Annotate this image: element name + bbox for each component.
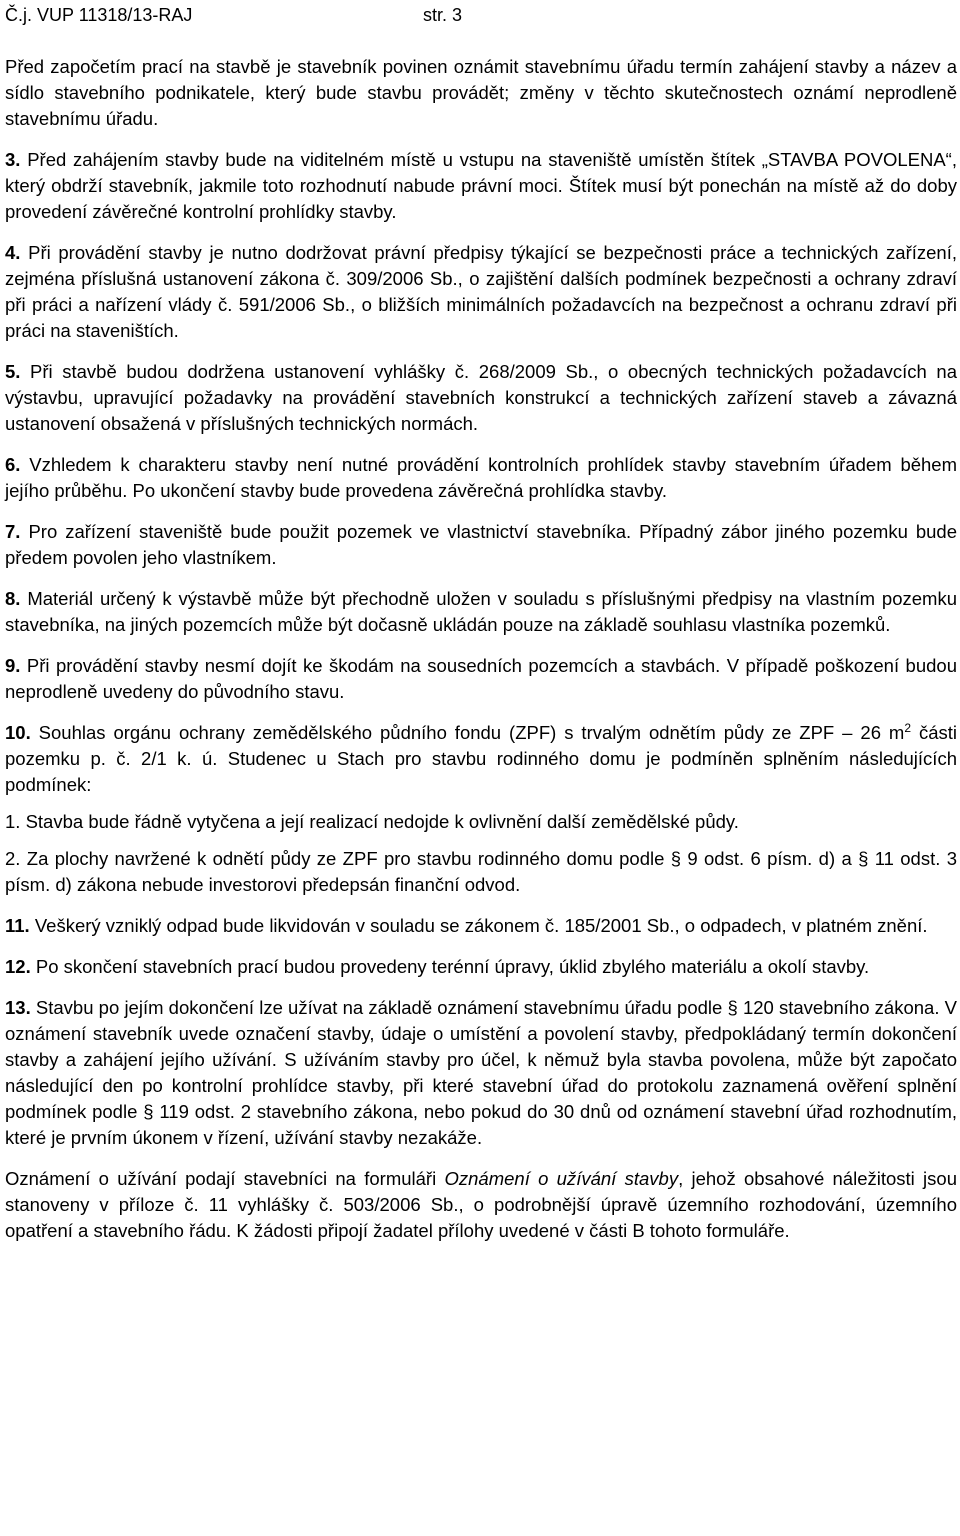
paragraph-5 [5,359,957,437]
paragraph-13 [5,995,957,1151]
paragraph-text: Po skončení stavebních prací budou provedeny terénní úpravy, úklid zbylého materiálu a okolí stavby. [35,956,870,977]
paragraph-text-continued: části pozemku p. č. 2/1 k. ú. Studenec u Stach pro stavbu rodinného domu je podmíněn splněním následujících podmínek: [5,722,957,795]
paragraph-3 [5,147,957,225]
paragraph-text: Před započetím prací na stavbě je stavebník povinen oznámit stavebnímu úřadu termín zahájení stavby a název a sídlo stavebního podnikatele, který bude stavbu provádět; změny v těchto skutečnostech oznámí neprodleně stavebnímu úřadu. [5,56,957,129]
paragraph-number: 8. [5,588,21,609]
condition-number: 1. [5,811,21,832]
paragraph-6 [5,452,957,504]
paragraph-number: 5. [5,361,21,382]
paragraph-8 [5,586,957,638]
paragraph-final [5,1166,957,1244]
paragraph-text: Stavbu po jejím dokončení lze užívat na základě oznámení stavebnímu úřadu podle § 120 stavebního zákona. V oznámení stavebník uvede označení stavby, údaje o umístění a povolení stavby, předpokládaný termín dokončení stavby a zahájení jejího užívání. S užíváním stavby pro účel, k němuž byla stavba povolena, může být započato následující den po kontrolní prohlídce stavby, při které stavební úřad do protokolu zaznamená ověření splnění podmínek podle § 119 odst. 2 stavebního zákona, nebo pokud do 30 dnů od oznámení stavební úřad rozhodnutím, které je prvním úkonem v řízení, užívání stavby nezakáže. [5,997,957,1148]
paragraph-11 [5,913,957,939]
paragraph-number: 11. [5,915,30,936]
paragraph-text: Souhlas orgánu ochrany zemědělského půdního fondu (ZPF) s trvalým odnětím půdy ze ZPF – 26 m [38,722,905,743]
form-title: Oznámení o užívání stavby [444,1168,679,1189]
paragraph-9 [5,653,957,705]
paragraph-text: Pro zařízení staveniště bude použit pozemek ve vlastnictví stavebníka. Případný zábor jiného pozemku bude předem povolen jeho vlastníkem. [5,521,958,568]
reference-number: Č.j. VUP 11318/13-RAJ [5,5,193,25]
paragraph-number: 9. [5,655,21,676]
paragraph-number: 10. [5,722,31,743]
paragraph-text: Při provádění stavby je nutno dodržovat právní předpisy týkající se bezpečnosti práce a technických zařízení, zejména příslušná ustanovení zákona č. 309/2006 Sb., o zajištění dalších podmínek bezpečnosti a ochrany zdraví při práci a nařízení vlády č. 591/2006 Sb., o bližších minimálních požadavcích na bezpečnost a ochranu zdraví při práci na staveništích. [5,242,957,341]
condition-text: Stavba bude řádně vytyčena a její realizací nedojde k ovlivnění další zemědělské půdy. [25,811,739,832]
condition-1 [5,809,957,835]
page-header [5,4,955,26]
paragraph-10 [5,720,957,798]
paragraph-text: Materiál určený k výstavbě může být přechodně uložen v souladu s příslušnými předpisy na vlastním pozemku stavebníka, na jiných pozemcích může být dočasně ukládán pouze na základě souhlasu vlastníka pozemků. [5,588,957,635]
paragraph-text: Veškerý vzniklý odpad bude likvidován v souladu se zákonem č. 185/2001 Sb., o odpadech, v platném znění. [34,915,928,936]
paragraph-text: Oznámení o užívání podají stavebníci na formuláři [5,1168,445,1189]
paragraph-number: 7. [5,521,21,542]
paragraph-number: 12. [5,956,31,977]
paragraph-number: 4. [5,242,21,263]
paragraph-intro [5,54,957,132]
paragraph-text: Vzhledem k charakteru stavby není nutné provádění kontrolních prohlídek stavby stavebním úřadem během jejího průběhu. Po ukončení stavby bude provedena závěrečná prohlídka stavby. [5,454,958,501]
paragraph-text-continued: , jehož obsahové náležitosti jsou stanoveny v příloze č. 11 vyhlášky č. 503/2006 Sb., o podrobnější úpravě územního rozhodování, územního opatření a stavebního řádu. K žádosti připojí žadatel přílohy uvedené v části B tohoto formuláře. [5,1168,957,1241]
paragraph-number: 6. [5,454,21,475]
paragraph-text: Při stavbě budou dodržena ustanovení vyhlášky č. 268/2009 Sb., o obecných technických požadavcích na výstavbu, upravující požadavky na provádění stavebních konstrukcí a technických zařízení staveb a závazná ustanovení obsažená v příslušných technických normách. [5,361,958,434]
superscript: 2 [904,720,912,735]
paragraph-7 [5,519,957,571]
paragraph-text: Při provádění stavby nesmí dojít ke škodám na sousedních pozemcích a stavbách. V případě poškození budou neprodleně uvedeny do původního stavu. [5,655,958,702]
page-number: str. 3 [423,5,463,25]
paragraph-12 [5,954,957,980]
paragraph-number: 3. [5,149,21,170]
paragraph-text: Před zahájením stavby bude na viditelném místě u vstupu na staveniště umístěn štítek „STAVBA POVOLENA“, který obdrží stavebník, jakmile toto rozhodnutí nabude právní moci. Štítek musí být ponechán na místě až do doby provedení závěrečné kontrolní prohlídky stavby. [5,149,957,222]
paragraph-number: 13. [5,997,31,1018]
document-body [5,54,957,1244]
condition-number: 2. [5,848,21,869]
condition-text: Za plochy navržené k odnětí půdy ze ZPF pro stavbu rodinného domu podle § 9 odst. 6 písm. d) a § 11 odst. 3 písm. d) zákona nebude investorovi předepsán finanční odvod. [5,848,957,895]
condition-2 [5,846,957,898]
paragraph-4 [5,240,957,344]
